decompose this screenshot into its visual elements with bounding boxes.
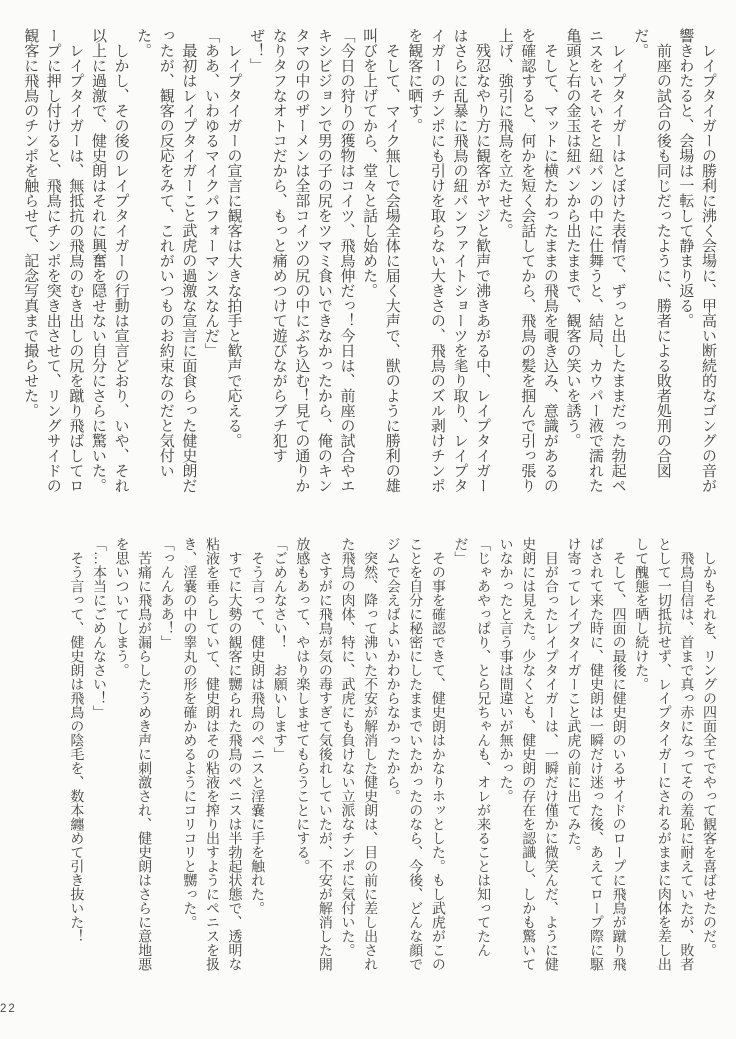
narrative-paragraph: すでに大勢の観客に嬲られた飛鳥のペニスは半勃起状態で、透明な粘液を垂らしていて、健史朗はその粘液を搾り出すようにペニスを扱き、淫嚢の中の睾丸の形を確かめるようにコリコリと嬲った。 — [181, 537, 242, 971]
dialogue-paragraph: 「っんんああ！」 — [158, 537, 174, 649]
narrative-paragraph: そう言って、健史朗は飛鳥のペニスと淫嚢に手を触れた。 — [249, 551, 265, 915]
narrative-paragraph: レイプタイガーの勝利に沸く会場に、甲高い断続的なゴングの音が響きわたると、会場は一転して静まり返る。 — [677, 28, 716, 493]
narrative-paragraph: そう言って、健史朗は飛鳥の陰毛を、数本纏めて引き抜いた！ — [68, 551, 84, 943]
dialogue-paragraph: 「今日の狩りの獲物はコイツ、飛鳥伸だっ！今日は、前座の試合やエキシビジョンで男の子の尻をツマミ食いできなかったから、俺のキンタマの中のザーメンは全部コイツの尻の中にぶち込む！見ての通りかなりタフなオトコだから、もっと痛めつけて遊びながらブチ犯すぜ！」 — [248, 28, 355, 493]
narrative-paragraph: レイプタイガーの宣言に観客は大きな拍手と歓声で応える。 — [225, 43, 242, 448]
dialogue-paragraph: 「ごめんなさい！ お願いします」 — [271, 537, 287, 761]
narrative-paragraph: しかし、その後のレイプタイガーの行動は宣言どおり、いや、それ以上に過激で、健史朗はそれに興奮を隠せない自分にさらに驚いた。 — [89, 28, 129, 493]
narrative-paragraph: 最初はレイプタイガーこと武虎の過激な宣言に面食らった健史朗だったが、観客の反応をみて、これがいつものお約束なのだと気付いた。 — [135, 28, 197, 493]
narrative-paragraph: そして、マイク無しで会場全体に届く大声で、獣のように勝利の雄叫びを上げてから、堂々と話し始めた。 — [361, 28, 400, 493]
dialogue-paragraph: 「じゃあやっぱり、とら兄ちゃんも、オレが来ることは知ってたんだ」 — [452, 537, 491, 957]
narrative-paragraph: 残忍なやり方に観客がヤジと歓声で沸きあがる中、レイプタイガーはさらに乱暴に飛鳥の紐パンファイトショーツを毟り取り、レイプタイガーのチンポにも引けを取らない大きさの、飛鳥のズル剥けチンポを観客に晒す。 — [406, 28, 491, 493]
narrative-paragraph: そして、四面の最後に健史朗のいるサイドのロープに飛鳥が蹴り飛ばされて来た時に、健史朗は一瞬だけ迷った後、あえてロープ際に駆け寄ってレイプタイガーこと武虎の前に出てみた。 — [565, 537, 626, 971]
bottom-text-block — [68, 537, 719, 971]
narrative-paragraph: さすがに飛鳥が気の毒すぎて気後れしていたが、不安が解消した開放感もあって、やはり楽しませてもらうことにする。 — [294, 537, 332, 971]
narrative-paragraph: しかもそれを、リングの四面全てでやって観客を喜ばせたのだ。 — [701, 551, 716, 957]
dialogue-paragraph: 「…本当にごめんなさい！」 — [90, 537, 106, 719]
narrative-paragraph: 前座の試合の後も同じだったように、勝者による敗者処刑の合図だ。 — [632, 28, 671, 478]
narrative-paragraph: 飛鳥自信は、首まで真っ赤になってその羞恥に耐えていたが、敗者として一切抵抗せず、レイプタイガーにされるがままに肉体を差し出して醜態を晒し続けた。 — [633, 537, 694, 971]
narrative-paragraph: 目が合ったレイプタイガーは、一瞬だけ僅かに微笑んだ、ように健史朗には見えた。少なくとも、健史朗の存在を認識し、しかも驚いていなかったと言う事は間違いが無かった。 — [497, 537, 558, 971]
narrative-paragraph: その事を確認できて、健史朗はかなりホッとした。もし武虎がこのことを自分に秘密にしたままでいたかったのなら、今後、どんな顔でジムで会えばよいかわからなかったから。 — [384, 537, 445, 971]
page-number: 22 — [0, 1003, 17, 1015]
narrative-paragraph: レイプタイガーはとぼけた表情で、ずっと出したままだった勃起ペニスをいそいそと紐パンの中に仕舞うと、結局、カウパー液で濡れた亀頭と右の金玉は紐パンから出たままで、観客の笑いを誘う。 — [564, 28, 626, 493]
narrative-paragraph: 苦痛に飛鳥が漏らしたうめき声に刺激され、健史朗はさらに意地悪を思いついてしまう。 — [113, 537, 152, 971]
narrative-paragraph: 突然、降って沸いた不安が解消した健史朗は、目の前に差し出された飛鳥の肉体、特に、武虎にも負けない立派なチンポに気付いた。 — [339, 537, 378, 971]
top-text-block — [22, 28, 719, 495]
narrative-paragraph: レイプタイガーは、無抵抗の飛鳥のむき出しの尻を蹴り飛ばしてロープに押し付けると、飛鳥にチンポを突き出させて、リングサイドの観客に飛鳥のチンポを触らせて、記念写真まで撮らせた。 — [22, 28, 84, 493]
dialogue-paragraph: 「ああ、いわゆるマイクパフォーマンスなんだ」 — [202, 28, 219, 358]
narrative-paragraph: そして、マットに横たわったままの飛鳥を覗き込み、意識があるのを確認すると、何かを短く会話してから、飛鳥の髪を掴んで引っ張り上げ、強引に飛鳥を立たせた。 — [496, 28, 558, 493]
